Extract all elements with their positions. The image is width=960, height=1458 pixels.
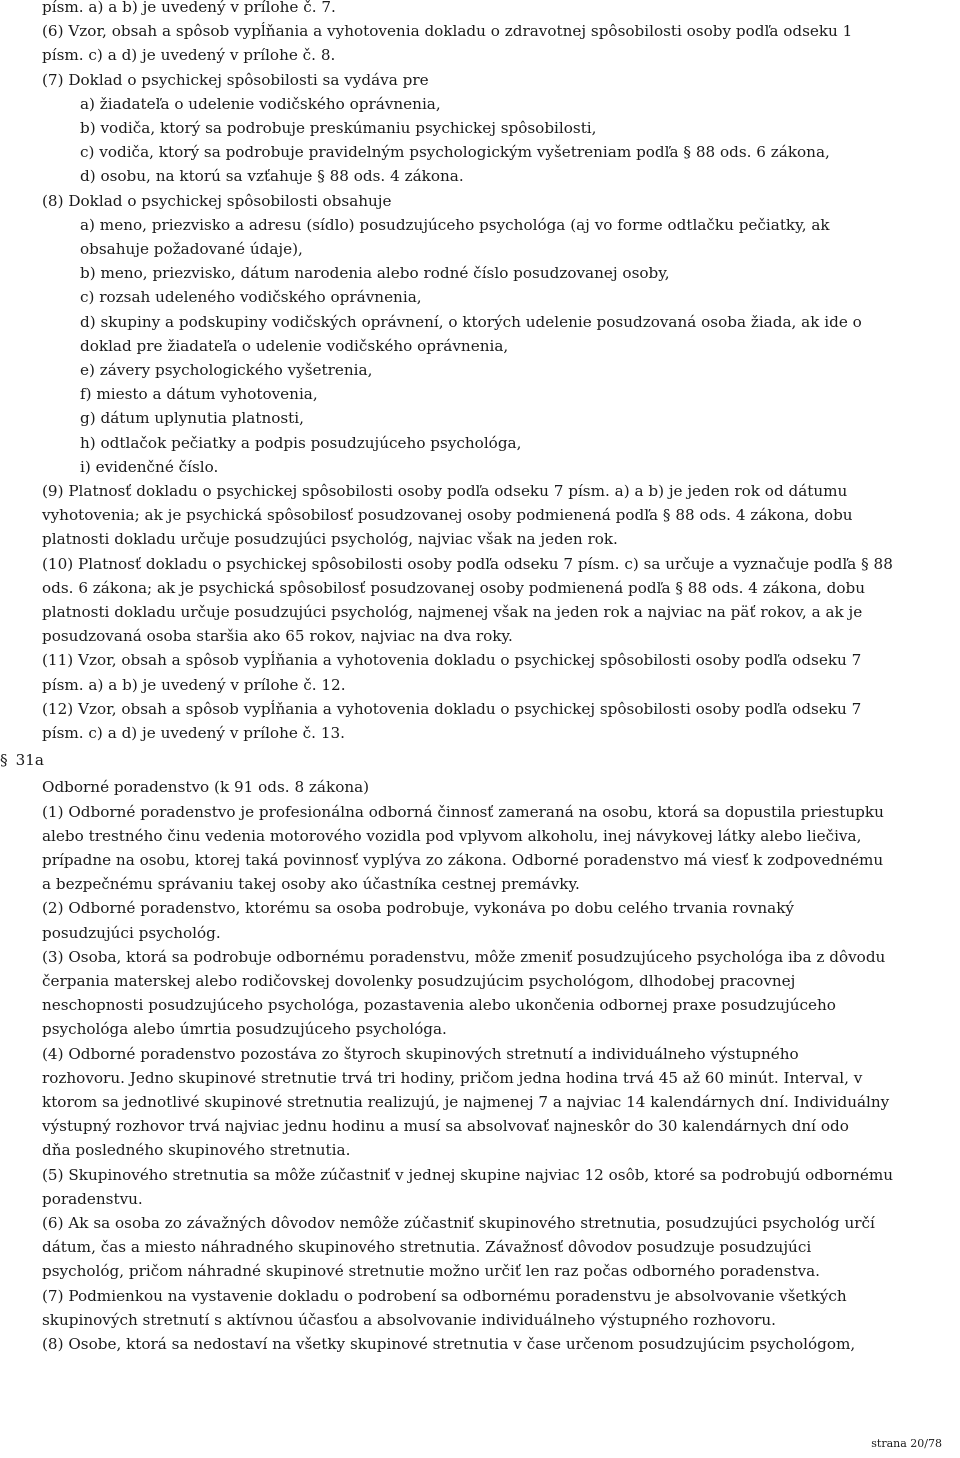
text-line: vyhotovenia; ak je psychická spôsobilosť posudzovanej osoby podmienená podľa § 88 ods. 4 zákona, dobu [42, 506, 853, 525]
paragraph-8-intro: (8) Doklad o psychickej spôsobilosti obsahuje [42, 191, 392, 210]
text-line: platnosti dokladu určuje posudzujúci psychológ, najviac však na jeden rok. [42, 530, 618, 549]
text-line: (12) Vzor, obsah a spôsob vypĺňania a vyhotovenia dokladu o psychickej spôsobilosti osoby podľa odseku 7 [42, 699, 862, 718]
section-title: Odborné poradenstvo (k 91 ods. 8 zákona) [42, 778, 370, 797]
list-item: a) žiadateľa o udelenie vodičského oprávnenia, [80, 94, 441, 113]
text-line: a bezpečnému správaniu takej osoby ako účastníka cestnej premávky. [42, 875, 580, 894]
text-line: (3) Osoba, ktorá sa podrobuje odbornému poradenstvu, môže zmeniť posudzujúceho psychológa iba z dôvodu [42, 947, 886, 966]
section-number: 31a [15, 751, 44, 770]
page-number: strana 20/78 [871, 1437, 942, 1450]
list-item: obsahuje požadované údaje), [80, 240, 303, 259]
text-line: ktorom sa jednotlivé skupinové stretnutia realizujú, je najmenej 7 a najviac 14 kalendárnych dní. Individuálny [42, 1092, 890, 1111]
text-line: poradenstvu. [42, 1189, 143, 1208]
text-line: neschopnosti posudzujúceho psychológa, pozastavenia alebo ukončenia odbornej praxe posudzujúceho [42, 996, 836, 1015]
text-line: písm. c) a d) je uvedený v prílohe č. 13. [42, 724, 345, 743]
text-line: rozhovoru. Jedno skupinové stretnutie trvá tri hodiny, pričom jedna hodina trvá 45 až 60 minút. Interval, v [42, 1068, 863, 1087]
text-line: psychológ, pričom náhradné skupinové stretnutie možno určiť len raz počas odborného poradenstva. [42, 1262, 820, 1281]
text-line: posudzujúci psychológ. [42, 923, 221, 942]
list-item: b) vodiča, ktorý sa podrobuje preskúmaniu psychickej spôsobilosti, [80, 119, 597, 138]
text-line: výstupný rozhovor trvá najviac jednu hodinu a musí sa absolvovať najneskôr do 30 kalendárnych dní odo [42, 1117, 849, 1136]
list-item: c) rozsah udeleného vodičského oprávnenia, [80, 288, 422, 307]
text-line: písm. a) a b) je uvedený v prílohe č. 12. [42, 675, 346, 694]
list-item: b) meno, priezvisko, dátum narodenia alebo rodné číslo posudzovanej osoby, [80, 264, 670, 283]
list-item: c) vodiča, ktorý sa podrobuje pravidelným psychologickým vyšetreniam podľa § 88 ods. 6 zákona, [80, 143, 830, 162]
text-line: psychológa alebo úmrtia posudzujúceho psychológa. [42, 1020, 447, 1039]
text-line: (6) Vzor, obsah a spôsob vypĺňania a vyhotovenia dokladu o zdravotnej spôsobilosti osoby podľa odseku 1 [42, 22, 853, 41]
text-line: písm. c) a d) je uvedený v prílohe č. 8. [42, 46, 336, 65]
text-line: (2) Odborné poradenstvo, ktorému sa osoba podrobuje, vykonáva po dobu celého trvania rovnaký [42, 899, 795, 918]
text-line: (4) Odborné poradenstvo pozostáva zo štyroch skupinových stretnutí a individuálneho výstupného [42, 1044, 799, 1063]
section-heading [0, 745, 960, 775]
list-item: h) odtlačok pečiatky a podpis posudzujúceho psychológa, [80, 433, 522, 452]
text-line: alebo trestného činu vedenia motorového vozidla pod vplyvom alkoholu, inej návykovej látky alebo liečiva, [42, 826, 862, 845]
text-line: posudzovaná osoba staršia ako 65 rokov, najviac na dva roky. [42, 627, 513, 646]
text-line: (8) Osobe, ktorá sa nedostaví na všetky skupinové stretnutia v čase určenom posudzujúcim psychológom, [42, 1334, 856, 1353]
list-item: i) evidenčné číslo. [80, 457, 219, 476]
list-item: d) osobu, na ktorú sa vzťahuje § 88 ods. 4 zákona. [80, 167, 464, 186]
text-line: platnosti dokladu určuje posudzujúci psychológ, najmenej však na jeden rok a najviac na päť rokov, a ak je [42, 603, 863, 622]
section-symbol: § [0, 751, 8, 770]
list-item: a) meno, priezvisko a adresu (sídlo) posudzujúceho psychológa (aj vo forme odtlačku pečiatky, ak [80, 215, 830, 234]
text-line: (6) Ak sa osoba zo závažných dôvodov nemôže zúčastniť skupinového stretnutia, posudzujúci psychológ určí [42, 1213, 875, 1232]
text-line: skupinových stretnutí s aktívnou účasťou a absolvovanie individuálneho výstupného rozhovoru. [42, 1310, 776, 1329]
text-line: (5) Skupinového stretnutia sa môže zúčastniť v jednej skupine najviac 12 osôb, ktoré sa podrobujú odbornému [42, 1165, 894, 1184]
text-line: (10) Platnosť dokladu o psychickej spôsobilosti osoby podľa odseku 7 písm. c) sa určuje a vyznačuje podľa § 88 [42, 554, 893, 573]
paragraph-7-intro: (7) Doklad o psychickej spôsobilosti sa vydáva pre [42, 70, 429, 89]
list-item: doklad pre žiadateľa o udelenie vodičského oprávnenia, [80, 336, 509, 355]
text-line: dátum, čas a miesto náhradného skupinového stretnutia. Závažnosť dôvodov posudzuje posudzujúci [42, 1238, 812, 1257]
text-line: písm. a) a b) je uvedený v prílohe č. 7. [42, 0, 336, 16]
list-item: e) závery psychologického vyšetrenia, [80, 361, 373, 380]
text-line: prípadne na osobu, ktorej taká povinnosť vyplýva zo zákona. Odborné poradenstvo má viesť k zodpovednému [42, 850, 884, 869]
text-line: (7) Podmienkou na vystavenie dokladu o podrobení sa odbornému poradenstvu je absolvovanie všetkých [42, 1286, 847, 1305]
text-line: ods. 6 zákona; ak je psychická spôsobilosť posudzovanej osoby podmienená podľa § 88 ods. 4 zákona, dobu [42, 578, 866, 597]
text-line: (9) Platnosť dokladu o psychickej spôsobilosti osoby podľa odseku 7 písm. a) a b) je jeden rok od dátumu [42, 482, 848, 501]
text-line: čerpania materskej alebo rodičovskej dovolenky posudzujúcim psychológom, dlhodobej pracovnej [42, 971, 796, 990]
text-line: (1) Odborné poradenstvo je profesionálna odborná činnosť zameraná na osobu, ktorá sa dopustila priestupku [42, 802, 884, 821]
text-line: (11) Vzor, obsah a spôsob vypĺňania a vyhotovenia dokladu o psychickej spôsobilosti osoby podľa odseku 7 [42, 651, 862, 670]
list-item: g) dátum uplynutia platnosti, [80, 409, 304, 428]
text-line: dňa posledného skupinového stretnutia. [42, 1141, 351, 1160]
list-item: d) skupiny a podskupiny vodičských oprávnení, o ktorých udelenie posudzovaná osoba žiada, ak ide o [80, 312, 862, 331]
list-item: f) miesto a dátum vyhotovenia, [80, 385, 318, 404]
